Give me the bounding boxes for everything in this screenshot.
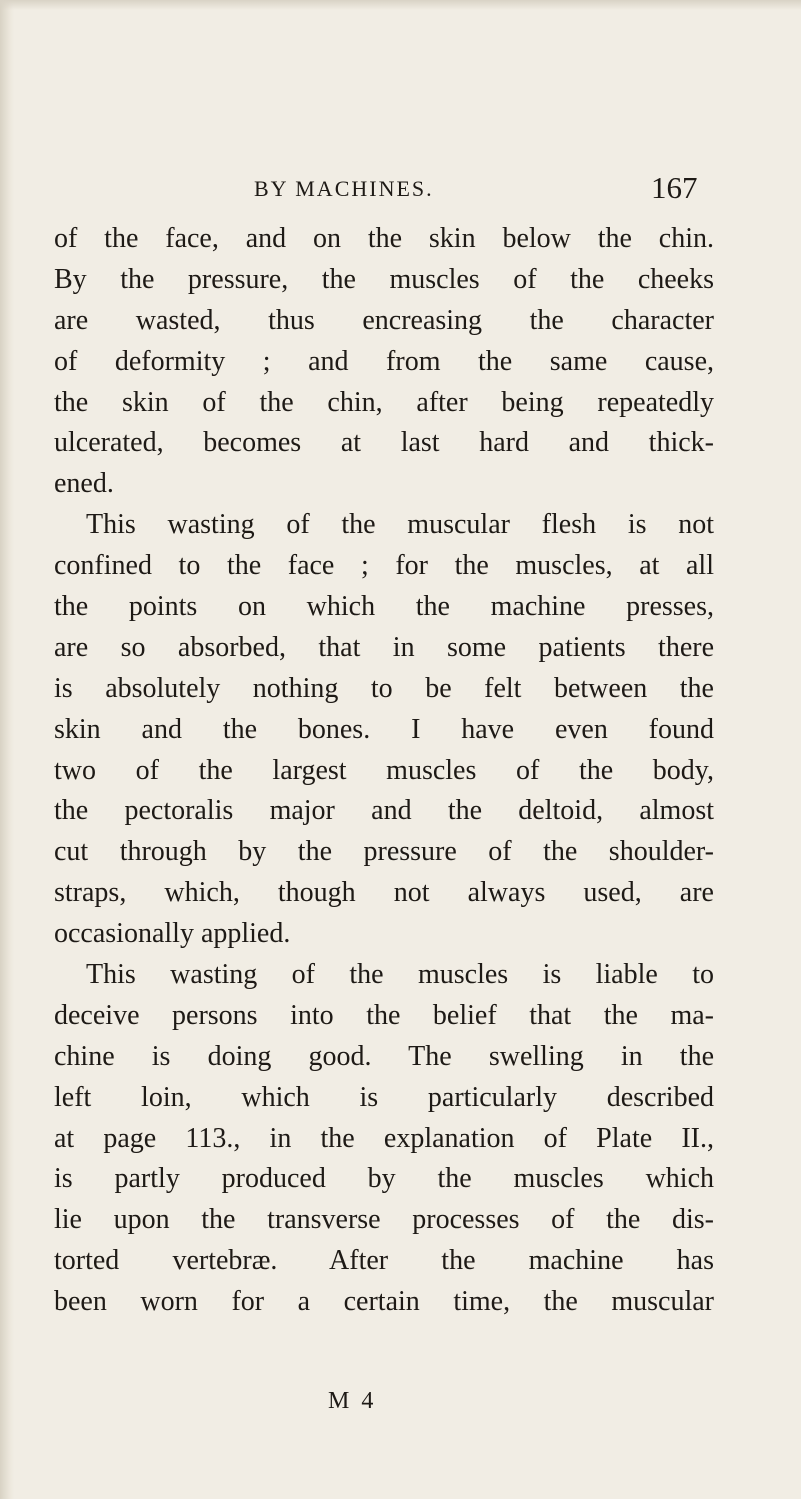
text-line: are so absorbed, that in some patients there [54,631,714,663]
text-line: two of the largest muscles of the body, [54,754,714,786]
text-line: is absolutely nothing to be felt between the [54,672,714,704]
text-line: the pectoralis major and the deltoid, almost [54,795,714,827]
page-number: 167 [651,170,698,205]
text-line: the skin of the chin, after being repeatedly [54,386,714,418]
page-top-shadow [0,0,801,10]
body-text [54,219,714,1323]
text-line: of the face, and on the skin below the chin. [54,223,714,254]
text-line: ulcerated, becomes at last hard and thick- [54,427,714,459]
page-header [0,170,801,210]
text-line: ened. [54,468,114,500]
text-line: confined to the face ; for the muscles, at all [54,550,714,582]
text-line: chine is doing good. The swelling in the [54,1040,714,1072]
text-line: left loin, which is particularly described [54,1081,714,1113]
text-line: This wasting of the muscles is liable to [86,959,714,991]
text-line: straps, which, though not always used, are [54,877,714,909]
text-line: cut through by the pressure of the shoulder- [54,836,714,868]
text-line: This wasting of the muscular flesh is not [86,509,714,541]
text-line: skin and the bones. I have even found [54,713,714,745]
text-line: occasionally applied. [54,918,291,950]
text-line: lie upon the transverse processes of the dis- [54,1204,714,1236]
text-line: torted vertebræ. After the machine has [54,1245,714,1277]
text-line: are wasted, thus encreasing the character [54,304,714,336]
page-edge-shadow [0,0,14,1499]
text-line: By the pressure, the muscles of the cheeks [54,263,714,295]
text-line: at page 113., in the explanation of Plate II., [54,1122,714,1154]
running-head: BY MACHINES. [254,176,434,201]
signature-mark: M 4 [328,1388,377,1414]
text-line: is partly produced by the muscles which [54,1163,714,1195]
text-line: the points on which the machine presses, [54,591,714,623]
text-line: deceive persons into the belief that the ma- [54,999,714,1031]
text-line: of deformity ; and from the same cause, [54,345,714,377]
text-line: been worn for a certain time, the muscular [54,1286,714,1318]
